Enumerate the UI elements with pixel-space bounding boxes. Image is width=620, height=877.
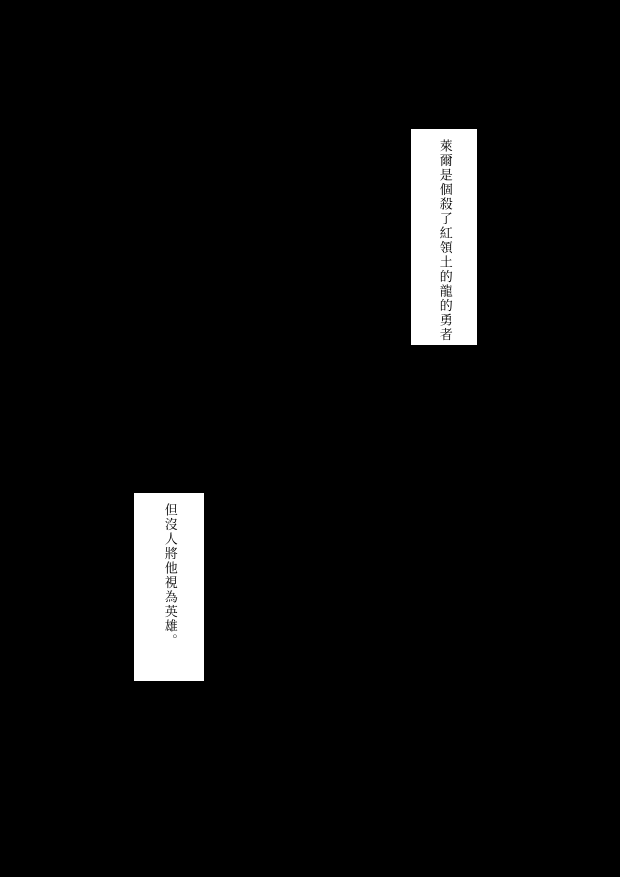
caption-box-narration-1 (410, 128, 478, 346)
caption-box-narration-2 (133, 492, 205, 682)
caption-text-narration-1: 萊爾是個殺了紅領土的龍的勇者 (436, 139, 452, 342)
caption-text-narration-2: 但沒人將他視為英雄。 (161, 503, 177, 648)
